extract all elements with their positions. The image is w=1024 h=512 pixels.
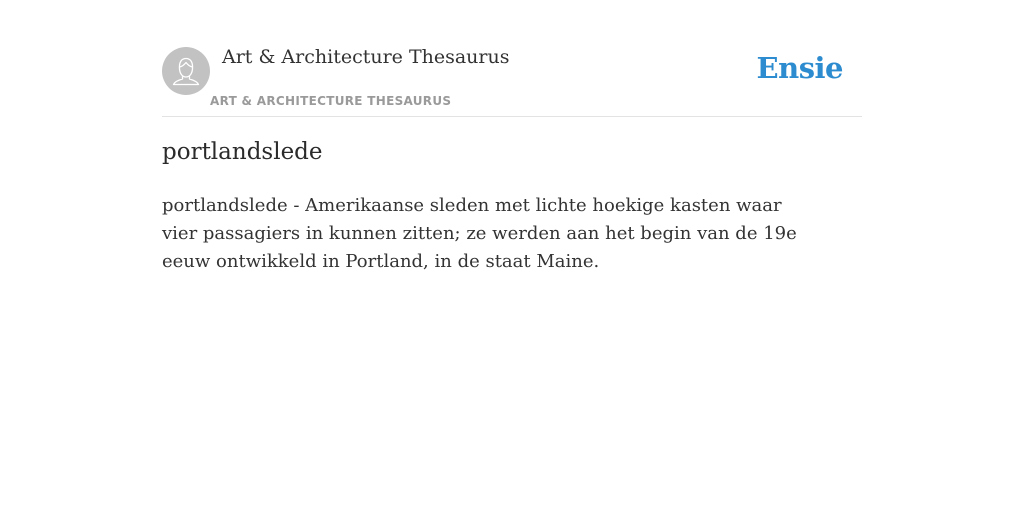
article-card xyxy=(162,0,862,512)
avatar[interactable] xyxy=(162,47,210,95)
article-header xyxy=(162,0,862,117)
author-name[interactable]: Art & Architecture Thesaurus xyxy=(222,46,510,68)
publication-label: ART & ARCHITECTURE THESAURUS xyxy=(210,94,452,108)
definition-text: portlandslede - Amerikaanse sleden met lichte hoekige kasten waar vier passagiers in kunnen zitten; ze werden aan het begin van de 19e eeuw ontwikkeld in Portland, in de staat Maine. xyxy=(162,195,797,272)
user-silhouette-icon xyxy=(162,47,210,95)
page-title: portlandslede xyxy=(162,139,323,165)
ensie-logo[interactable]: Ensie xyxy=(756,51,843,85)
